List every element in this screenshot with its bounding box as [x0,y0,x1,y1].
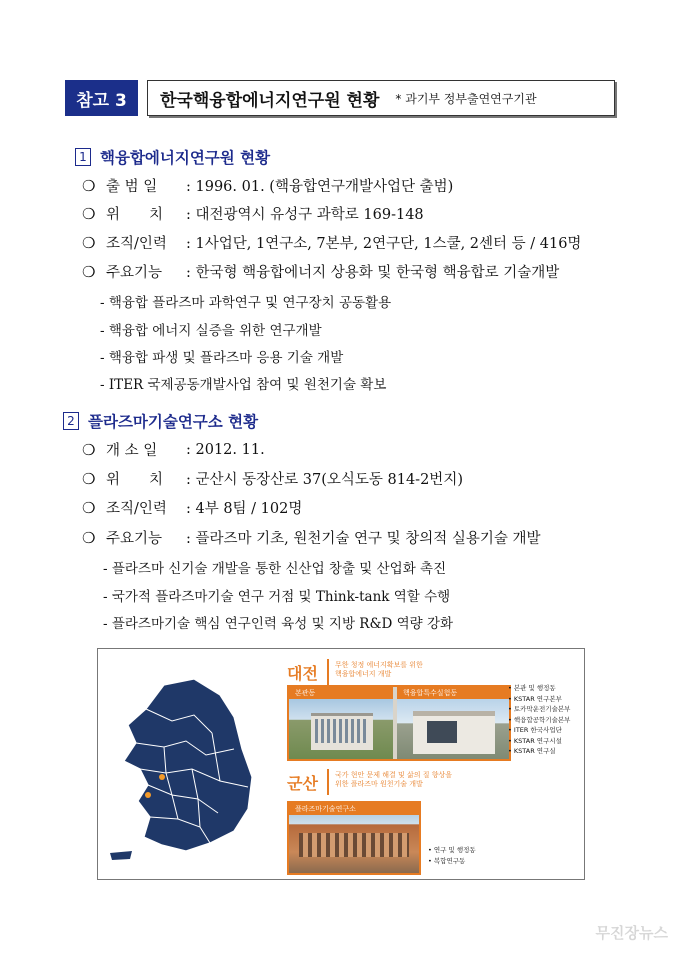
gunsan-marker [145,792,151,798]
facility-item: • 본관 및 행정동 [508,684,556,692]
section2-sub-1: - 플라즈마 신기술 개발을 통한 신산업 창출 및 산업화 촉진 [103,561,447,577]
section1-item-2 [82,203,424,224]
korea-map [102,677,272,862]
plasma-institute-caption: 플라즈마기술연구소 [289,803,419,815]
bullet-icon: ❍ [82,204,96,223]
daejeon-desc-1: 무한 청정 에너지확보를 위한 [335,661,423,669]
daejeon-facility-list [508,683,580,757]
reference-tag: 참고 3 [65,80,138,116]
main-building-photo [289,687,393,759]
institute-image-panel [97,648,585,880]
section2-heading [63,410,258,432]
section1-item-3 [82,232,581,253]
watermark: 무진장뉴스 [595,924,668,942]
title-box [147,80,615,116]
section1-sub-2: - 핵융합 에너지 실증을 위한 연구개발 [100,323,322,339]
bullet-icon: ❍ [82,262,96,281]
item-value: : 군산시 동장산로 37(오식도동 814-2번지) [186,472,463,488]
item-label: 출 범 일 [106,179,158,195]
facility-item: • ITER 한국사업단 [508,726,562,734]
item-label: 주요기능 [106,531,163,547]
item-label: 개 소 일 [106,443,158,459]
section2-item-1 [82,439,265,460]
item-value: : 1사업단, 1연구소, 7본부, 2연구단, 1스쿨, 2센터 등 / 416명 [186,236,582,252]
item-value: : 4부 8팀 / 102명 [186,501,303,517]
bullet-icon: ❍ [82,233,96,252]
facility-item: • 핵융합공학기술본부 [508,715,571,724]
facility-item: • KSTAR 연구본부 [508,694,562,703]
daejeon-photos [287,685,511,761]
facility-item: • 토카막운전기술본부 [508,705,571,713]
daejeon-name: 대전 [287,664,318,683]
gunsan-facility-list [428,845,518,866]
section1-title: 핵융합에너지연구원 현황 [100,149,271,167]
item-label: 조직/인력 [106,236,167,252]
item-value: : 1996. 01. (핵융합연구개발사업단 출범) [186,179,454,195]
section2-sub-2: - 국가적 플라즈마기술 연구 거점 및 Think-tank 역할 수행 [103,589,451,605]
facility-item: • KSTAR 연구실 [508,747,556,755]
section1-heading [75,146,270,168]
facility-item: • 연구 및 행정동 [428,846,476,854]
item-label: 위 치 [106,207,164,223]
bullet-icon: ❍ [82,528,96,547]
facility-item: • 복합연구동 [428,856,466,865]
section2-number: 2 [63,412,79,430]
bullet-icon: ❍ [82,440,96,459]
section2-item-3 [82,497,302,518]
gunsan-name: 군산 [287,774,318,793]
section2-item-4 [82,527,541,548]
page-title: 한국핵융합에너지연구원 현황 [160,90,380,111]
item-label: 위 치 [106,472,164,488]
plasma-institute-photo [287,801,421,875]
section1-sub-4: - ITER 국제공동개발사업 참여 및 원천기술 확보 [100,377,387,393]
section1-item-1 [82,175,453,196]
section1-sub-3: - 핵융합 파생 및 플라즈마 응용 기술 개발 [100,350,344,366]
item-label: 주요기능 [106,265,163,281]
gunsan-desc-2: 위한 플라즈마 원천기술 개발 [335,780,423,788]
item-label: 조직/인력 [106,501,167,517]
fusion-lab-photo [397,687,509,759]
daejeon-desc-2: 핵융합에너지 개발 [335,670,392,678]
item-value: : 2012. 11. [186,441,265,458]
section2-title: 플라즈마기술연구소 현황 [88,413,259,431]
daejeon-marker [159,774,165,780]
gunsan-desc-1: 국가 현안 문제 해결 및 삶의 질 향상을 [335,771,453,779]
section2-sub-3: - 플라즈마기술 핵심 연구인력 육성 및 지방 R&D 역량 강화 [103,616,454,632]
bullet-icon: ❍ [82,469,96,488]
section2-item-2 [82,468,463,489]
section1-number: 1 [75,148,91,166]
item-value: : 한국형 핵융합에너지 상용화 및 한국형 핵융합로 기술개발 [186,265,560,281]
main-building-caption: 본관동 [289,687,393,699]
item-value: : 플라즈마 기초, 원천기술 연구 및 창의적 실용기술 개발 [186,531,541,547]
item-value: : 대전광역시 유성구 과학로 169-148 [186,207,424,223]
section1-sub-1: - 핵융합 플라즈마 과학연구 및 연구장치 공동활용 [100,295,392,311]
bullet-icon: ❍ [82,176,96,195]
gunsan-header [287,767,527,799]
section1-item-4 [82,261,559,282]
facility-item: • KSTAR 연구시설 [508,736,562,745]
bullet-icon: ❍ [82,498,96,517]
fusion-lab-caption: 핵융합특수실험동 [397,687,509,699]
title-note: * 과기부 정부출연연구기관 [395,91,537,106]
